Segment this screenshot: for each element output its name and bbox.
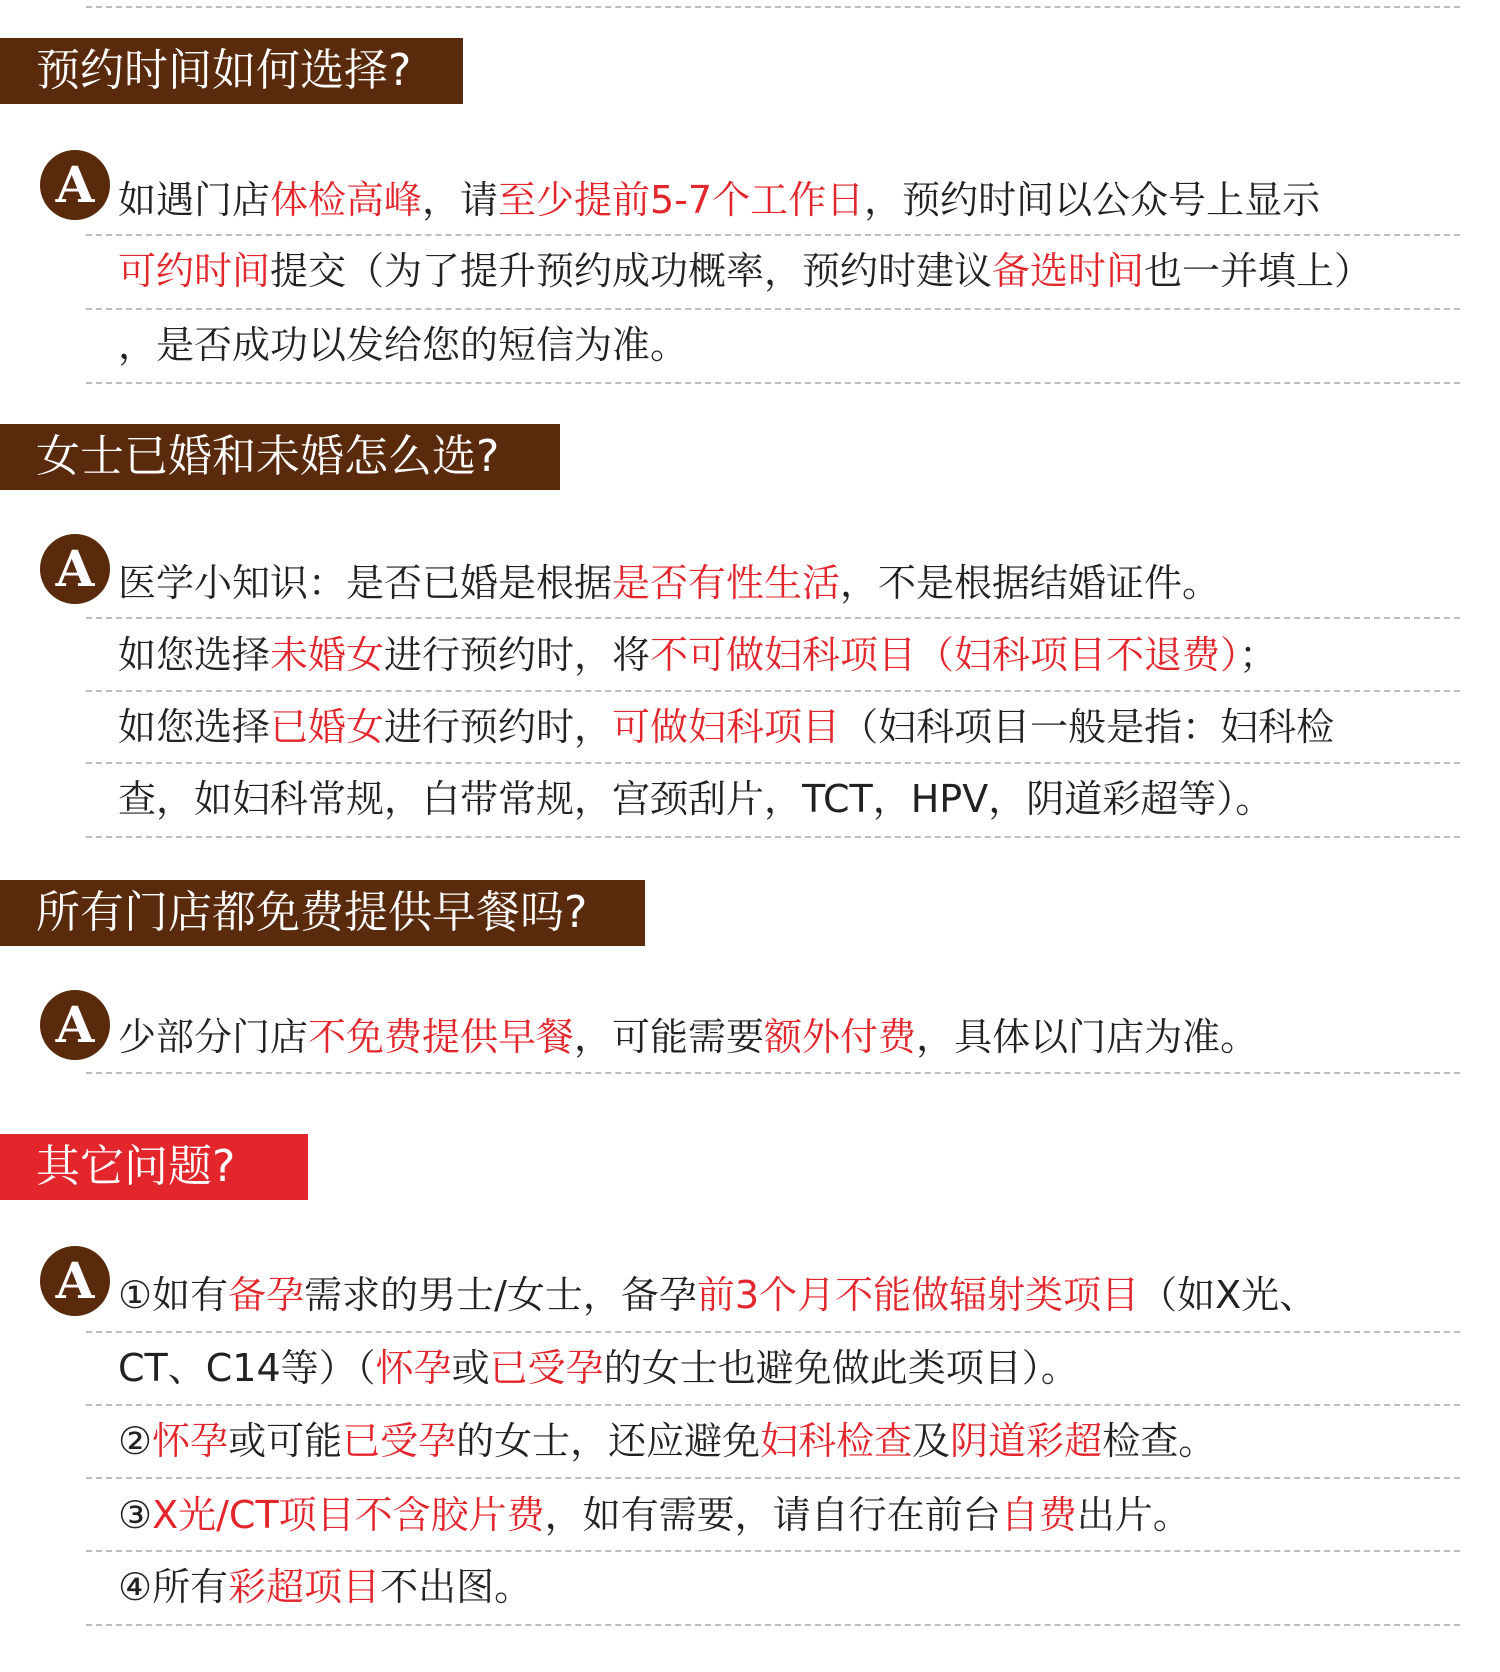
answer-text: 少部分门店 <box>118 1015 309 1059</box>
highlighted-text: 阴道彩超 <box>950 1419 1103 1463</box>
answer-text: ①如有 <box>118 1273 229 1317</box>
divider <box>86 1404 1460 1406</box>
answer-line <box>118 1270 1488 1320</box>
answer-line <box>118 558 1488 608</box>
answer-a-icon: A <box>40 990 110 1060</box>
answer-line <box>118 702 1488 752</box>
answer-text: 或可能 <box>228 1419 343 1463</box>
answer-line <box>118 246 1488 296</box>
highlighted-text: 体检高峰 <box>270 178 423 222</box>
question-header-other: 其它问题? <box>0 1134 308 1200</box>
divider <box>86 1624 1460 1626</box>
divider <box>86 308 1460 310</box>
answer-text: 也一并填上） <box>1144 249 1373 293</box>
answer-text: 如遇门店 <box>118 178 271 222</box>
answer-text: 查，如妇科常规，白带常规，宫颈刮片，TCT，HPV，阴道彩超等）。 <box>118 777 1274 821</box>
highlighted-text: 妇科检查 <box>760 1419 913 1463</box>
divider <box>86 6 1460 8</box>
answer-text: ，具体以门店为准。 <box>916 1015 1259 1059</box>
answer-line <box>118 1343 1488 1393</box>
answer-text: （妇科项目一般是指：妇科检 <box>840 705 1335 749</box>
answer-text: （如X光、 <box>1139 1273 1318 1317</box>
highlighted-text: 已受孕 <box>489 1346 604 1390</box>
divider <box>86 1550 1460 1552</box>
highlighted-text: X光/CT项目不含胶片费 <box>152 1493 545 1537</box>
divider <box>86 762 1460 764</box>
highlighted-text: 自费 <box>1000 1493 1077 1537</box>
answer-text: 需求的男士/女士，备孕 <box>304 1273 697 1317</box>
answer-text: 及 <box>912 1419 951 1463</box>
answer-text: ④所有 <box>118 1565 229 1609</box>
highlighted-text: 不免费提供早餐 <box>308 1015 575 1059</box>
answer-text: 出片。 <box>1076 1493 1191 1537</box>
answer-text: ，如有需要，请自行在前台 <box>544 1493 1001 1537</box>
answer-text: 或 <box>451 1346 490 1390</box>
highlighted-text: 可做妇科项目 <box>612 705 841 749</box>
highlighted-text: 已婚女 <box>270 705 385 749</box>
question-header-breakfast: 所有门店都免费提供早餐吗? <box>0 880 645 946</box>
answer-text: ，请 <box>422 178 499 222</box>
answer-text: 进行预约时，将 <box>384 633 651 677</box>
answer-line <box>118 1416 1488 1466</box>
answer-text: ，可能需要 <box>574 1015 765 1059</box>
highlighted-text: 怀孕 <box>375 1346 452 1390</box>
answer-line <box>118 630 1488 680</box>
highlighted-text: 已受孕 <box>342 1419 457 1463</box>
highlighted-text: 前3个月不能做辐射类项目 <box>696 1273 1140 1317</box>
answer-line <box>118 1562 1488 1612</box>
answer-text: 医学小知识：是否已婚是根据 <box>118 561 613 605</box>
answer-text: CT、C14等）（ <box>118 1346 376 1390</box>
highlighted-text: 怀孕 <box>152 1419 229 1463</box>
highlighted-text: 未婚女 <box>270 633 385 677</box>
answer-line <box>118 774 1488 824</box>
divider <box>86 382 1460 384</box>
answer-text: ，是否成功以发给您的短信为准。 <box>118 323 689 367</box>
answer-text: ； <box>1239 633 1278 677</box>
divider <box>86 836 1460 838</box>
highlighted-text: 不可做妇科项目（妇科项目不退费） <box>650 633 1240 677</box>
answer-text: 如您选择 <box>118 633 271 677</box>
answer-line <box>118 320 1488 370</box>
highlighted-text: 备选时间 <box>992 249 1145 293</box>
answer-text: 的女士也避免做此类项目）。 <box>603 1346 1079 1390</box>
highlighted-text: 额外付费 <box>764 1015 917 1059</box>
question-header-marital-status: 女士已婚和未婚怎么选? <box>0 424 560 490</box>
answer-text: 检查。 <box>1102 1419 1217 1463</box>
answer-line <box>118 175 1488 225</box>
answer-text: ③ <box>118 1493 153 1537</box>
answer-text: 的女士，还应避免 <box>456 1419 761 1463</box>
divider <box>86 690 1460 692</box>
highlighted-text: 备孕 <box>228 1273 305 1317</box>
answer-text: ，不是根据结婚证件。 <box>840 561 1221 605</box>
divider <box>86 1331 1460 1333</box>
highlighted-text: 是否有性生活 <box>612 561 841 605</box>
answer-a-icon: A <box>40 1246 110 1316</box>
answer-text: ② <box>118 1419 153 1463</box>
highlighted-text: 可约时间 <box>118 249 271 293</box>
divider <box>86 234 1460 236</box>
answer-text: 进行预约时， <box>384 705 613 749</box>
divider <box>86 1477 1460 1479</box>
divider <box>86 1072 1460 1074</box>
answer-text: 如您选择 <box>118 705 271 749</box>
answer-text: 不出图。 <box>380 1565 533 1609</box>
highlighted-text: 彩超项目 <box>228 1565 381 1609</box>
divider <box>86 617 1460 619</box>
question-header-booking-time: 预约时间如何选择? <box>0 38 463 104</box>
answer-a-icon: A <box>40 150 110 220</box>
answer-text: 提交（为了提升预约成功概率，预约时建议 <box>270 249 993 293</box>
answer-line <box>118 1012 1488 1062</box>
answer-line <box>118 1490 1488 1540</box>
answer-text: ，预约时间以公众号上显示 <box>864 178 1321 222</box>
highlighted-text: 至少提前5-7个工作日 <box>498 178 865 222</box>
answer-a-icon: A <box>40 534 110 604</box>
